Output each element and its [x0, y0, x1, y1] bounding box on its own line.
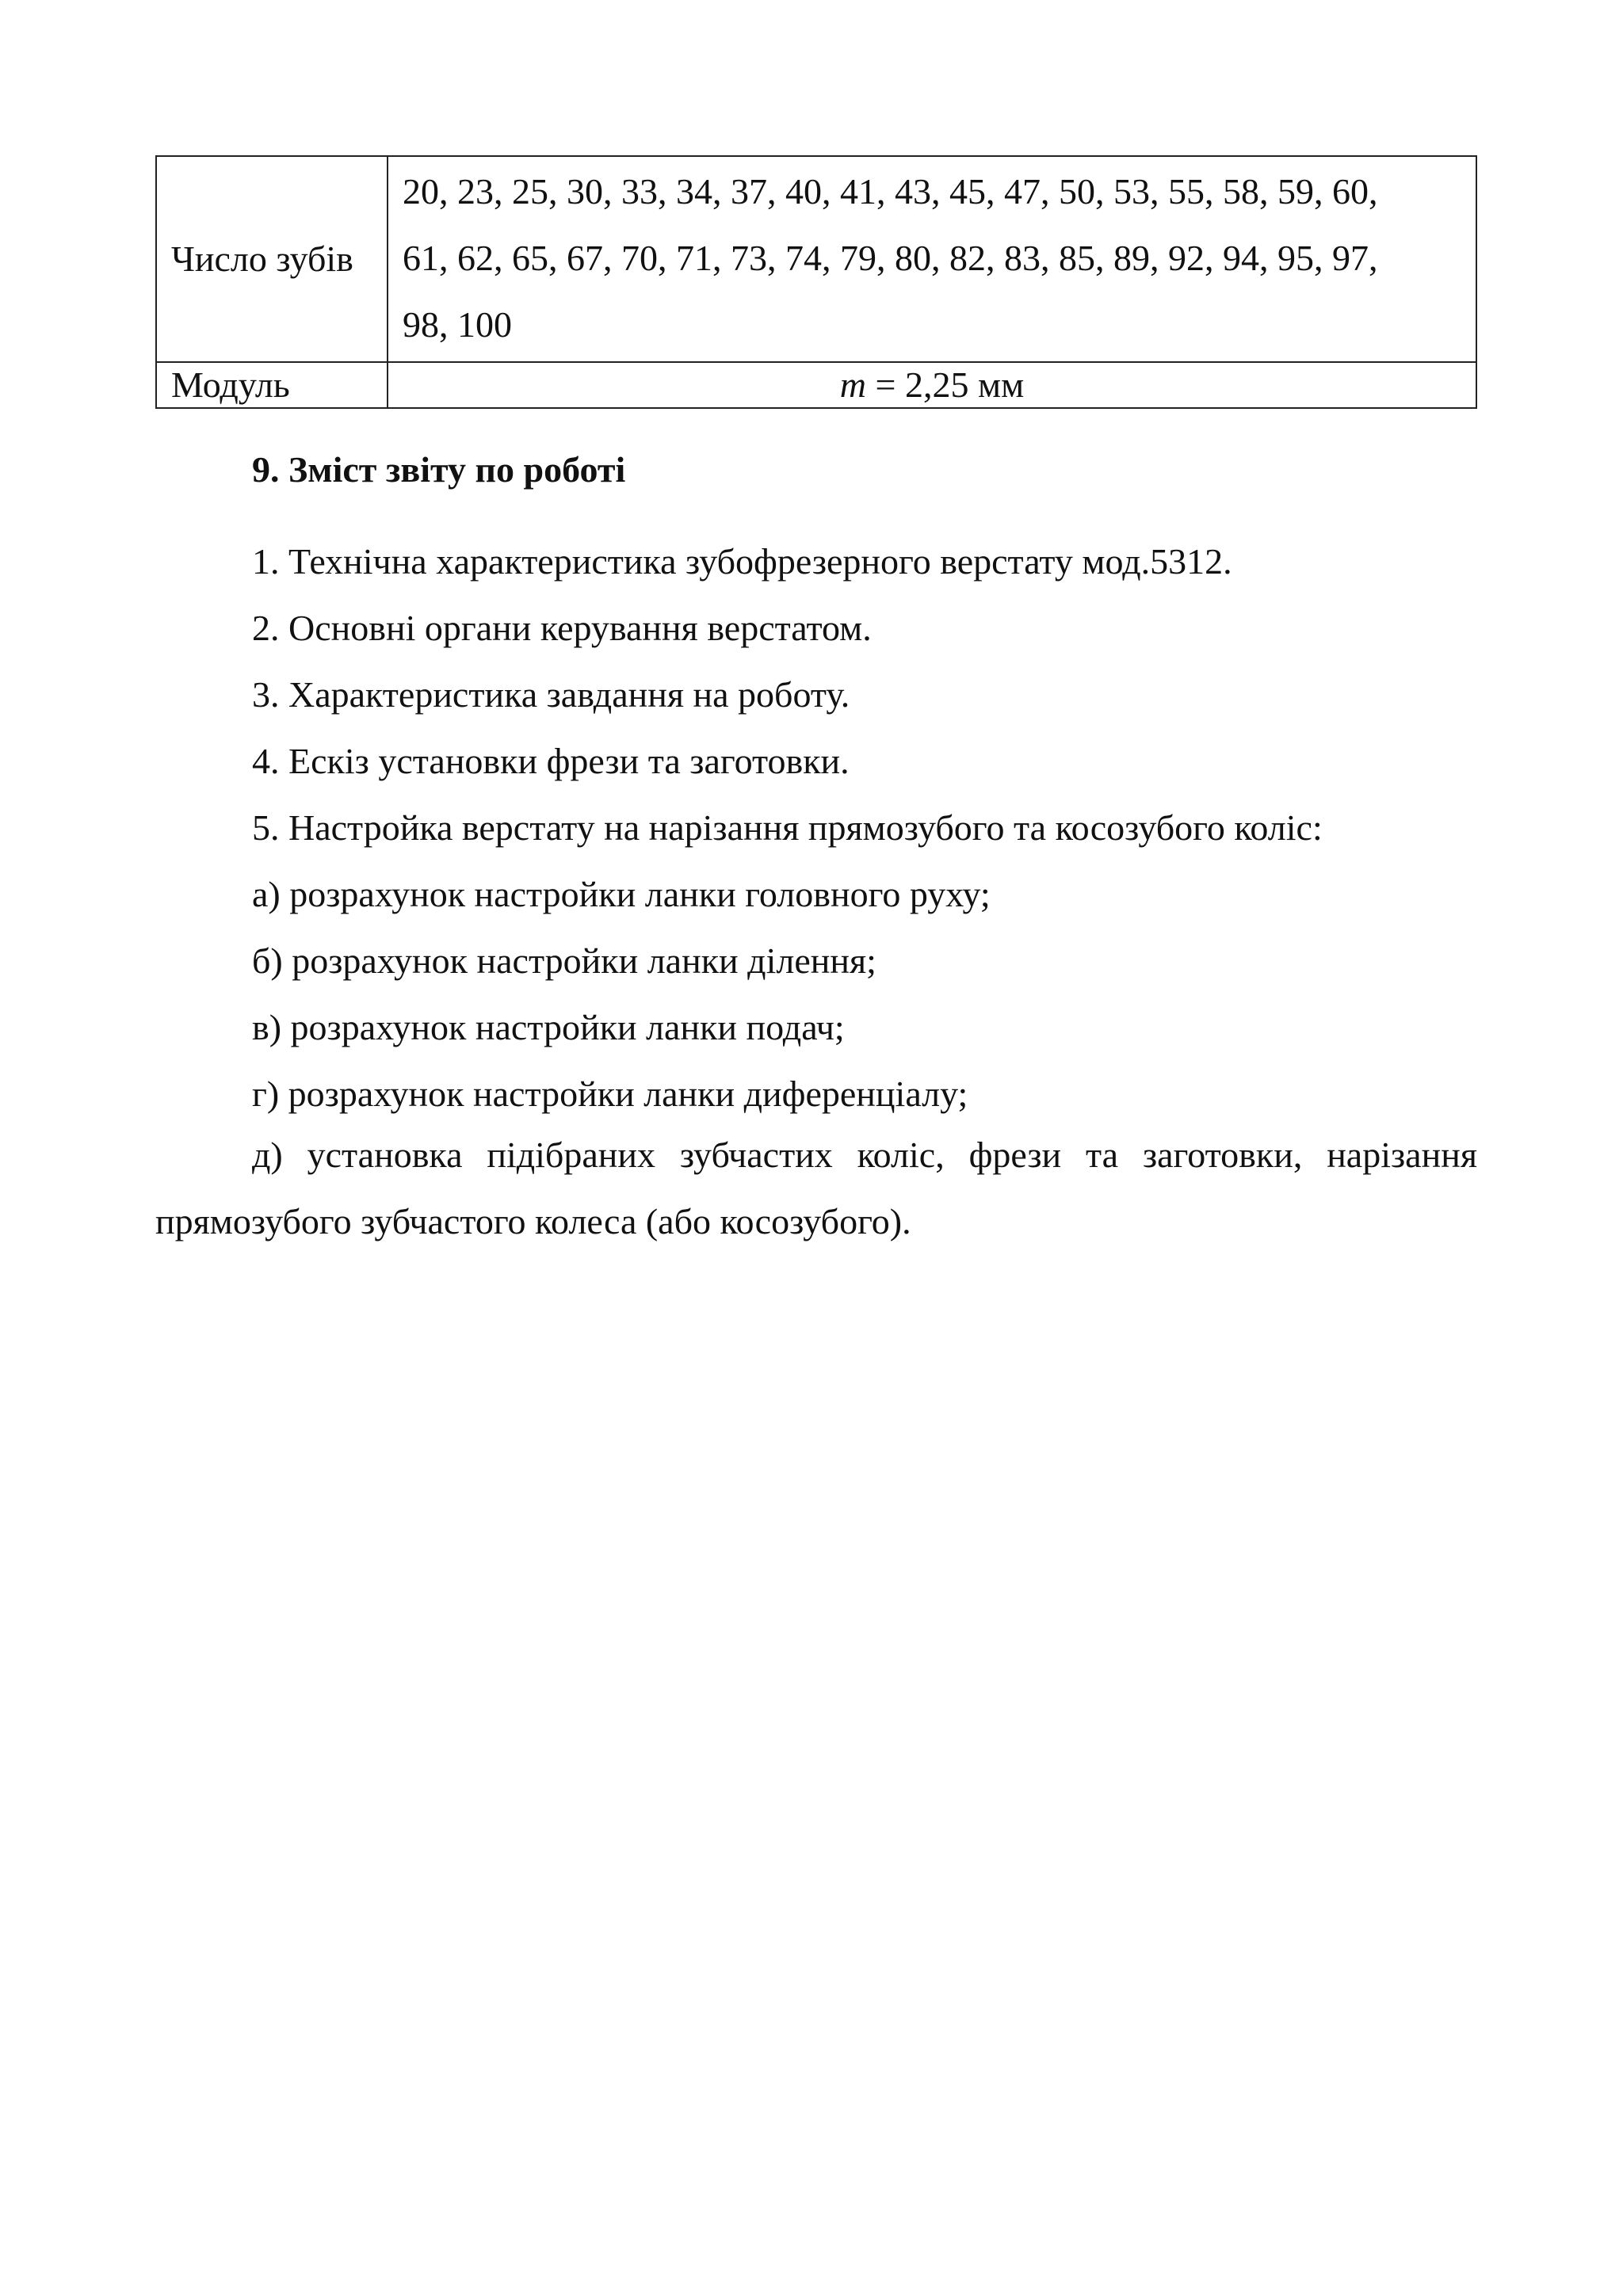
teeth-values-line-3: 98, 100 [403, 304, 512, 345]
report-subitem-d-line-2: прямозубого зубчастого колеса (або косозубого). [155, 1201, 911, 1241]
report-subitem-b: б) розрахунок настройки ланки ділення; [252, 940, 876, 981]
module-symbol: m [839, 364, 867, 405]
report-subitem-g: г) розрахунок настройки ланки диференціалу; [252, 1074, 968, 1114]
teeth-values-line-1: 20, 23, 25, 30, 33, 34, 37, 40, 41, 43, 45, 47, 50, 53, 55, 58, 59, 60, [403, 171, 1378, 212]
report-subitem-d-line-1: д) установка підібраних зубчастих коліс, фрези та заготовки, нарізання [252, 1135, 1477, 1175]
teeth-count-values [388, 156, 1476, 362]
report-item-4: 4. Ескіз установки фрези та заготовки. [252, 741, 850, 781]
table-row-teeth [156, 156, 1476, 362]
section-title: 9. Зміст звіту по роботі [252, 449, 626, 490]
report-item-1: 1. Технічна характеристика зубофрезерного верстату мод.5312. [252, 541, 1232, 582]
report-item-3: 3. Характеристика завдання на роботу. [252, 674, 850, 715]
table-row-module [156, 362, 1476, 408]
module-value-cell [388, 362, 1476, 408]
teeth-count-label: Число зубів [156, 156, 388, 362]
module-value: = 2,25 мм [866, 364, 1025, 405]
report-item-2: 2. Основні органи керування верстатом. [252, 608, 872, 648]
report-subitem-d [155, 1122, 1477, 1255]
report-subitem-v: в) розрахунок настройки ланки подач; [252, 1007, 845, 1047]
module-label: Модуль [156, 362, 388, 408]
report-item-5: 5. Настройка верстату на нарізання прямозубого та косозубого коліс: [252, 807, 1323, 848]
gear-parameters-table [155, 155, 1477, 409]
teeth-values-line-2: 61, 62, 65, 67, 70, 71, 73, 74, 79, 80, 82, 83, 85, 89, 92, 94, 95, 97, [403, 238, 1378, 278]
report-subitem-a: а) розрахунок настройки ланки головного руху; [252, 874, 991, 914]
